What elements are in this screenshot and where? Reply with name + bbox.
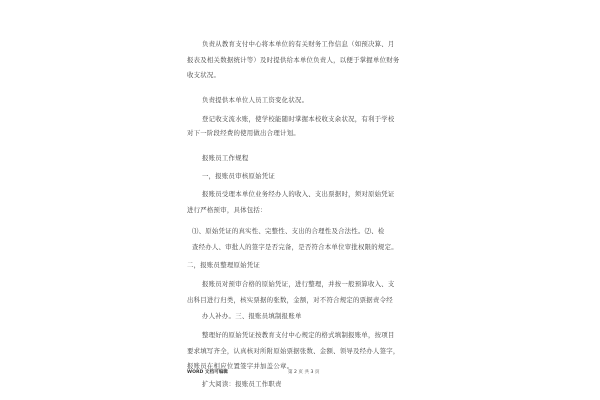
footer-document-label: WORD 文档可编辑: [187, 370, 228, 375]
paragraph-line: 负责提供本单位人员工资变化状况。: [202, 96, 309, 104]
paragraph-line: 扩大阅读：报账员工作职责: [202, 380, 282, 388]
paragraph-line: 报账员在相应位置签字并加盖公章。: [187, 362, 294, 370]
footer-page-number: 第 2 页 共 3 页: [288, 370, 320, 375]
paragraph-line: ⑴、原始凭证的真实性、完整性、支出的合理性及合法性。⑵、检: [192, 227, 385, 235]
section-heading: 二，报账员整理原始凭证: [187, 261, 261, 269]
paragraph-line: 收支状况。: [187, 71, 221, 79]
section-heading: 报账员工作规程: [202, 154, 249, 162]
paragraph-line: 查经办人、审批人的签字是否完备，是否符合本单位审批权限的规定。: [192, 243, 398, 251]
paragraph-line: 办人补办。三、报账员填制报账单: [202, 312, 302, 320]
paragraph-line: 进行严格预审，具体包括：: [187, 206, 267, 214]
paragraph-line: 出科目进行归类，核实票据的张数，金额，对不符合规定的票据责令经: [187, 296, 393, 304]
paragraph-line: 对下一阶段经费的使用做出合理计划。: [187, 129, 300, 137]
paragraph-line: 报表及相关数据统计等）及时提供给本单位负责人，以便于掌握单位财务: [187, 56, 400, 64]
paragraph-line: 登记收支流水账，使学校能随时掌握本校收支余状况，有利于学校: [202, 115, 395, 123]
paragraph-line: 负责从教育支付中心将本单位的有关财务工作信息（如预决算、月: [202, 40, 395, 48]
paragraph-line: 报账员对预审合格的原始凭证，进行整理，并按一般预算收入、支: [202, 280, 395, 288]
paragraph-line: 要求填写齐全，认真核对所附原始票据张数、金额、领导及经办人签字，: [187, 347, 400, 355]
section-heading: 一，报账员审核原始凭证: [202, 172, 276, 180]
paragraph-line: 整理好的原始凭证按教育支付中心规定的格式填制报账单，按项目: [202, 331, 395, 339]
paragraph-line: 报账员受理本单位业务经办人的收入、支出票据时，须对原始凭证: [202, 190, 395, 198]
